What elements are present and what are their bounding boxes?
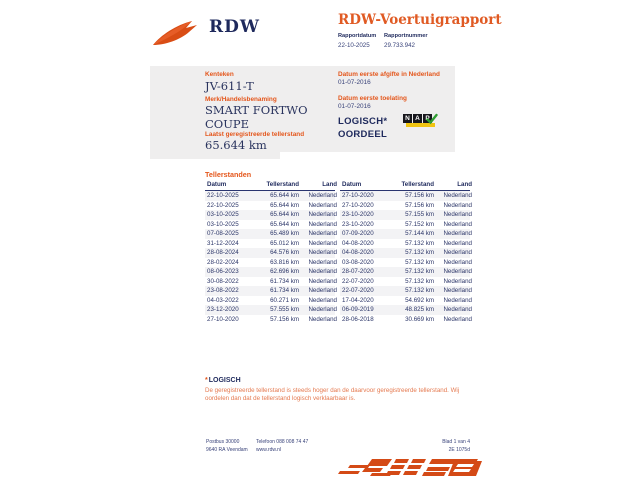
table-header-row [205,180,335,191]
row-tellerstand: 60.271 km [270,296,299,304]
footer-address-line1: Postbus 30000 [206,439,240,445]
row-datum: 31-12-2024 [207,239,239,247]
row-tellerstand: 54.692 km [405,296,434,304]
table-row [340,229,470,239]
row-land: Nederland [443,211,472,218]
footer-pagination [410,439,470,454]
row-tellerstand: 63.816 km [270,258,299,266]
row-land: Nederland [443,268,472,275]
row-land: Nederland [443,239,472,247]
table-row [340,191,470,201]
report-date [338,33,376,49]
footnote-text: De geregistreerde tellerstand is steeds hoger dan de daarvoor geregistreerde tellerstand. Wij oordelen dan dat de tellerstand logisch verklaarbaar is. [205,387,460,402]
row-land: Nederland [308,239,337,247]
table-row [340,210,470,220]
row-tellerstand: 57.132 km [405,249,434,256]
row-datum: 27-10-2020 [207,315,239,323]
row-land: Nederland [308,287,337,294]
row-tellerstand: 65.644 km [270,211,299,218]
report-date-label: Rapportdatum [338,33,377,39]
row-land: Nederland [308,249,337,256]
row-land: Nederland [443,230,472,237]
table-row [340,315,470,325]
row-tellerstand: 57.155 km [405,211,434,218]
row-land: Nederland [443,296,472,304]
column-header-tellerstand: Tellerstand [266,181,299,188]
table-row [205,229,335,239]
row-datum: 03-10-2025 [207,220,239,228]
rdw-speedlines-graphic [336,455,484,479]
row-datum: 04-03-2022 [207,296,239,304]
row-datum: 30-08-2022 [207,277,239,285]
tellerstanden-table-left [205,180,335,324]
column-header-datum: Datum [342,181,362,188]
column-header-land: Land [457,181,472,188]
column-header-datum: Datum [207,181,227,188]
row-land: Nederland [308,306,337,313]
row-tellerstand: 61.734 km [270,287,299,294]
kenteken-value: JV-611-T [205,79,254,93]
merk-value: SMART FORTWO COUPE [205,103,308,131]
table-row [340,267,470,277]
row-tellerstand: 62.696 km [270,268,299,275]
row-tellerstand: 57.144 km [405,230,434,237]
table-row [205,296,335,306]
row-land: Nederland [308,201,337,209]
row-land: Nederland [443,249,472,256]
row-datum: 23-10-2020 [342,220,374,228]
row-land: Nederland [443,220,472,228]
oordeel-line1: LOGISCH* [338,116,388,127]
row-land: Nederland [308,211,337,218]
report-date-value: 22-10-2025 [338,41,370,49]
table-row [340,305,470,315]
oordeel-verdict [338,116,387,141]
row-tellerstand: 65.012 km [270,239,299,247]
row-land: Nederland [308,315,337,323]
row-tellerstand: 57.132 km [405,239,434,247]
row-land: Nederland [443,258,472,266]
row-land: Nederland [308,296,337,304]
table-row [205,267,335,277]
row-tellerstand: 48.825 km [405,306,434,313]
row-datum: 04-08-2020 [342,239,374,247]
eerste-afgifte-label: Datum eerste afgifte in Nederland [338,71,440,78]
nap-letter-p: P [423,114,432,123]
nap-letter-n: N [403,114,412,123]
row-datum: 07-09-2020 [342,230,374,237]
row-tellerstand: 57.156 km [405,192,434,199]
row-land: Nederland [308,268,337,275]
table-row [340,296,470,306]
footer-page-number: Blad 1 van 4 [442,439,470,445]
row-land: Nederland [308,277,337,285]
vehicle-summary-panel-extension [150,152,280,159]
report-number [384,33,428,49]
row-datum: 28-07-2020 [342,268,374,275]
row-datum: 28-02-2024 [207,258,239,266]
row-tellerstand: 57.152 km [405,220,434,228]
table-row [205,286,335,296]
table-row [205,210,335,220]
table-row [340,239,470,249]
row-datum: 28-06-2018 [342,315,374,323]
report-number-value: 29.733.942 [384,41,415,49]
row-land: Nederland [443,315,472,323]
tellerstanden-section-title: Tellerstanden [205,170,252,179]
nap-checkmark-icon [426,113,438,125]
row-datum: 23-10-2020 [342,211,374,218]
row-land: Nederland [443,201,472,209]
table-row [205,239,335,249]
table-row [205,305,335,315]
footnote-asterisk: * [205,377,208,384]
table-row [340,277,470,287]
row-datum: 22-07-2020 [342,277,374,285]
row-tellerstand: 65.644 km [270,201,299,209]
footer-form-code: 2E 1075d [448,446,470,453]
eerste-toelating-label: Datum eerste toelating [338,95,407,102]
row-tellerstand: 57.132 km [405,287,434,294]
table-row [205,201,335,211]
row-land: Nederland [308,192,337,199]
eerste-toelating-value: 01-07-2016 [338,103,371,110]
row-datum: 23-08-2022 [207,287,239,294]
table-row [340,258,470,268]
row-datum: 07-08-2025 [207,230,239,237]
report-number-label: Rapportnummer [384,33,428,39]
footer-website: www.rdw.nl [256,446,282,453]
table-row [340,220,470,230]
row-datum: 23-12-2020 [207,306,239,313]
row-tellerstand: 64.576 km [270,249,299,256]
row-tellerstand: 61.734 km [270,277,299,285]
row-datum: 06-09-2019 [342,306,374,313]
rdw-logo-text: RDW [209,17,260,37]
page-title: RDW-Voertuigrapport [338,12,502,28]
table-row [205,248,335,258]
nap-letter-a: A [413,114,422,123]
column-header-land: Land [322,181,337,188]
table-row [205,220,335,230]
kenteken-label: Kenteken [205,71,234,78]
column-header-tellerstand: Tellerstand [401,181,434,188]
footnote-title-text: LOGISCH [208,377,241,384]
row-tellerstand: 65.644 km [270,192,299,199]
oordeel-line2: OORDEEL [338,128,388,140]
row-datum: 08-06-2023 [207,268,239,275]
row-land: Nederland [308,220,337,228]
row-tellerstand: 57.132 km [405,258,434,266]
row-datum: 03-10-2025 [207,211,239,218]
table-row [340,286,470,296]
table-row [340,248,470,258]
footer-address [206,439,248,454]
row-land: Nederland [443,287,472,294]
row-tellerstand: 57.555 km [270,306,299,313]
row-land: Nederland [308,230,337,237]
row-datum: 22-10-2025 [207,192,239,199]
row-tellerstand: 57.132 km [405,277,434,285]
row-land: Nederland [443,306,472,313]
row-datum: 03-08-2020 [342,258,374,266]
row-tellerstand: 57.156 km [405,201,434,209]
row-datum: 28-08-2024 [207,249,239,256]
row-land: Nederland [443,277,472,285]
row-datum: 27-10-2020 [342,201,374,209]
row-datum: 22-10-2025 [207,201,239,209]
tellerstanden-table-right [340,180,470,324]
table-row [205,315,335,325]
row-tellerstand: 65.489 km [270,230,299,237]
table-header-row [340,180,470,191]
table-row [340,201,470,211]
table-row [205,191,335,201]
row-tellerstand: 30.669 km [405,315,434,323]
tellerstand-label: Laatst geregistreerde tellerstand [205,131,305,138]
row-datum: 22-07-2020 [342,287,374,294]
row-tellerstand: 57.156 km [270,315,299,323]
row-tellerstand: 65.644 km [270,220,299,228]
table-row [205,258,335,268]
eerste-afgifte-value: 01-07-2016 [338,79,371,86]
row-land: Nederland [443,192,472,199]
merk-label: Merk/Handelsbenaming [205,96,277,103]
rdw-swoosh-icon [152,18,202,50]
row-tellerstand: 57.132 km [405,268,434,275]
row-datum: 04-08-2020 [342,249,374,256]
row-land: Nederland [308,258,337,266]
footer-phone: Telefoon 088 008 74 47 [256,439,309,445]
row-datum: 17-04-2020 [342,296,374,304]
tellerstand-value: 65.644 km [205,138,267,152]
footnote-title [205,377,241,384]
footer-address-line2: 9640 RA Veendam [206,446,248,453]
row-datum: 27-10-2020 [342,192,374,199]
nap-logo [403,114,439,129]
footer-contact [256,439,308,454]
table-row [205,277,335,287]
